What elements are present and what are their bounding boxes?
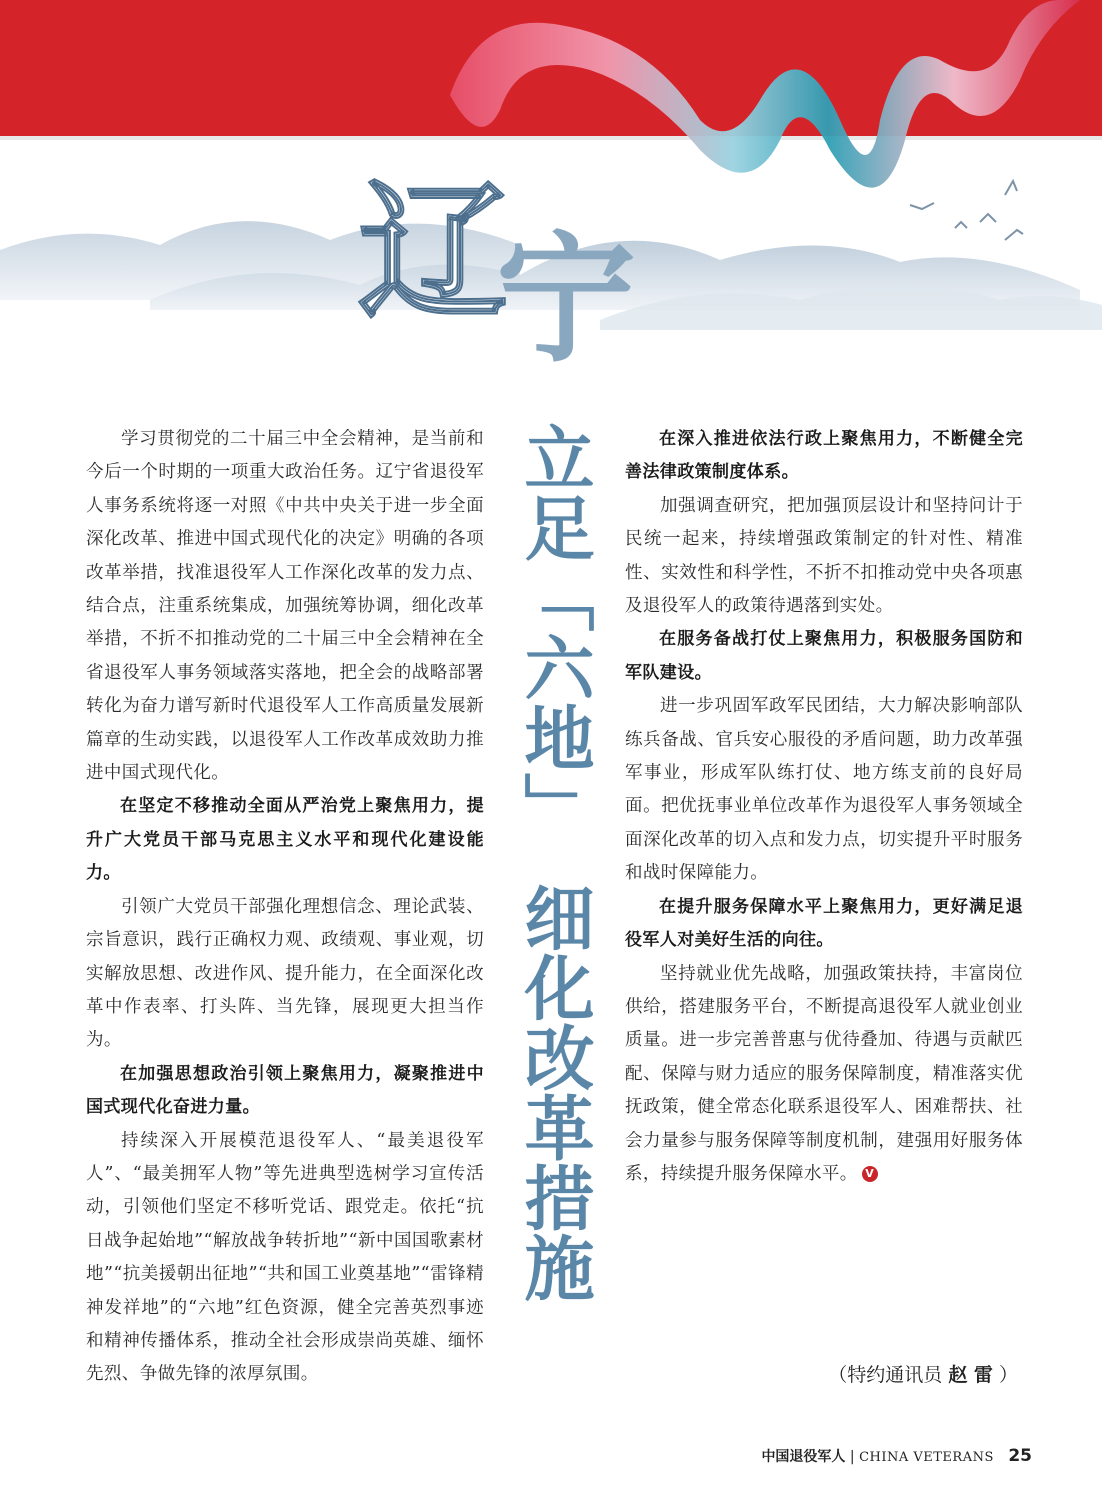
headline-part-1: 立足「六地」 <box>513 422 596 842</box>
footer-separator: | <box>849 1449 855 1465</box>
headline-part-2: 细化改革措施 <box>513 882 596 1302</box>
right-paragraph-3-text: 坚持就业优先战略，加强政策扶持，丰富岗位供给，搭建服务平台，不断提高退役军人就业创业质量。进一步完善普惠与优待叠加、待遇与贡献匹配、保障与财力适应的服务保障制度，精准落实优抚政策，健全常态化联系退役军人、困难帮扶、社会力量参与服务保障等制度机制，建强用好服务体系，持续提升服务保障水平。 <box>625 963 1023 1184</box>
byline-close: ） <box>998 1364 1018 1386</box>
right-paragraph-3 <box>625 958 1023 1192</box>
left-column <box>86 423 484 1392</box>
left-paragraph-1: 学习贯彻党的二十届三中全会精神，是当前和今后一个时期的一项重大政治任务。辽宁省退役军人事务系统将逐一对照《中共中央关于进一步全面深化改革、推进中国式现代化的决定》明确的各项改革举措，找准退役军人工作深化改革的发力点、结合点，注重系统集成，加强统筹协调，细化改革举措，不折不扣推动党的二十届三中全会精神在全省退役军人事务领域落实落地，把全会的战略部署转化为奋力谱写新时代退役军人工作高质量发展新篇章的生动实践，以退役军人工作改革成效助力推进中国式现代化。 <box>86 429 484 784</box>
right-heading-1: 在深入推进依法行政上聚焦用力，不断健全完善法律政策制度体系。 <box>625 429 1023 483</box>
page-footer <box>761 1446 1032 1466</box>
right-paragraph-1: 加强调查研究，把加强顶层设计和坚持问计于民统一起来，持续增强政策制定的针对性、精准性、实效性和科学性，不折不扣推动党中央各项惠及退役军人的政策待遇落到实处。 <box>625 495 1023 617</box>
left-heading-2: 在加强思想政治引领上聚焦用力，凝聚推进中国式现代化奋进力量。 <box>86 1063 484 1118</box>
footer-magazine: 中国退役军人 <box>761 1449 846 1465</box>
region-title-char-2: 宁 <box>496 218 637 382</box>
left-paragraph-3: 持续深入开展模范退役军人、“最美退役军人”、“最美拥军人物”等先进典型选树学习宣传活动，引领他们坚定不移听党话、跟党走。依托“抗日战争起始地”“解放战争转折地”“新中国国歌素材地”“抗美援朝出征地”“共和国工业奠基地”“雷锋精神发祥地”的“六地”红色资源，健全完善英烈事迹和精神传播体系，推动全社会形成崇尚英雄、缅怀先烈、争做先锋的浓厚氛围。 <box>86 1130 484 1385</box>
right-column <box>625 423 1023 1191</box>
vertical-headline <box>514 422 594 1302</box>
end-mark-icon: V <box>862 1166 878 1182</box>
region-title-char-1: 辽 <box>358 165 503 341</box>
byline <box>828 1360 1018 1387</box>
left-heading-1: 在坚定不移推动全面从严治党上聚焦用力，提升广大党员干部马克思主义水平和现代化建设能力。 <box>86 796 484 884</box>
right-heading-2: 在服务备战打仗上聚焦用力，积极服务国防和军队建设。 <box>625 629 1023 683</box>
page-number: 25 <box>1008 1446 1032 1466</box>
right-paragraph-2: 进一步巩固军政军民团结，大力解决影响部队练兵备战、官兵安心服役的矛盾问题，助力改革强军事业，形成军队练打仗、地方练支前的良好局面。把优抚事业单位改革作为退役军人事务领域全面深化改革的切入点和发力点，切实提升平时服务和战时保障能力。 <box>625 696 1023 884</box>
footer-english: CHINA VETERANS <box>859 1450 994 1465</box>
right-heading-3: 在提升服务保障水平上聚焦用力，更好满足退役军人对美好生活的向往。 <box>625 896 1023 951</box>
byline-name: 赵 雷 <box>948 1364 993 1386</box>
byline-role: （特约通讯员 <box>828 1364 943 1386</box>
left-paragraph-2: 引领广大党员干部强化理想信念、理论武装、宗旨意识，践行正确权力观、政绩观、事业观，切实解放思想、改进作风、提升能力，在全面深化改革中作表率、打头阵、当先锋，展现更大担当作为。 <box>86 896 484 1051</box>
